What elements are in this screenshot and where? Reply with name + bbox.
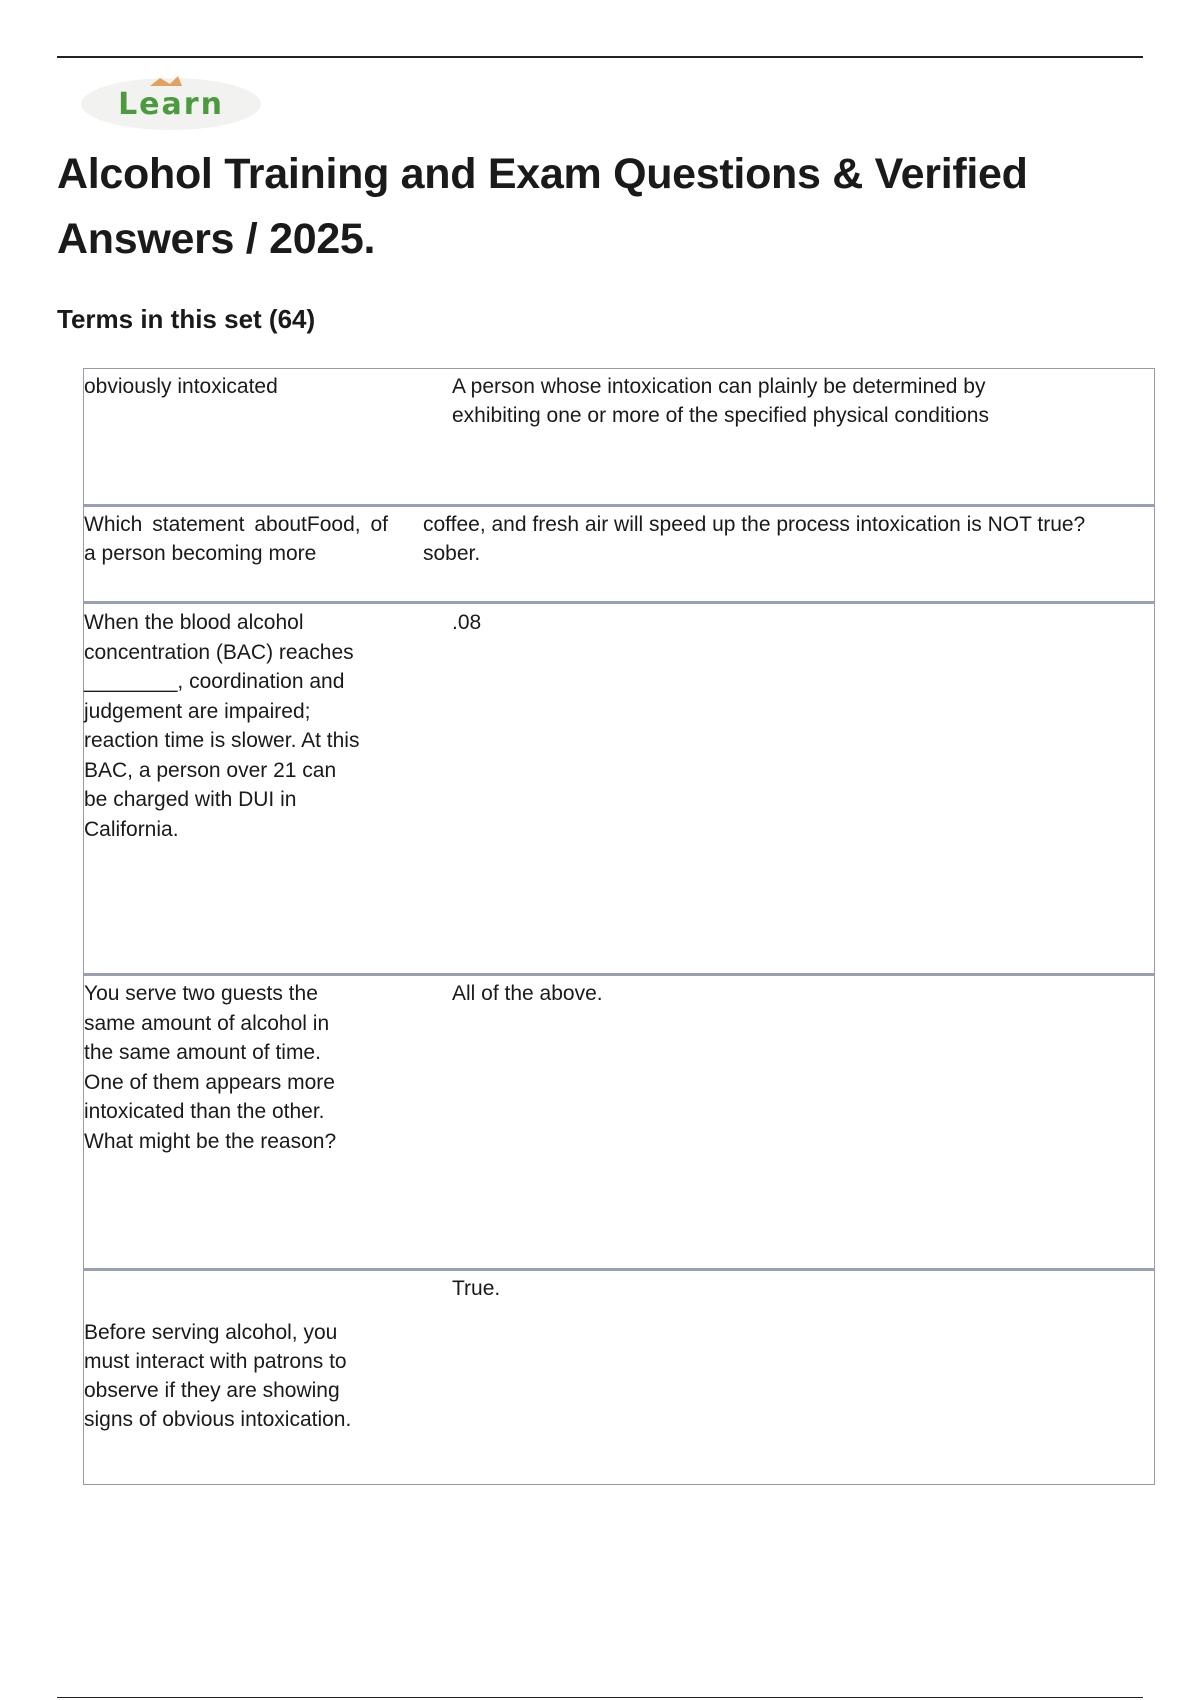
term-row	[84, 1268, 1154, 1484]
title-line-1: Alcohol Training and Exam Questions & Verified	[57, 150, 1028, 198]
term-text: You serve two guests the same amount of alcohol in the same amount of time. One of them appears more intoxicated than the other. What might be the reason?	[84, 982, 337, 1153]
terms-count-heading: Terms in this set (64)	[57, 304, 316, 334]
definition-text: True.	[402, 1271, 1154, 1484]
definition-text: coffee, and fresh air will speed up the process intoxication is NOT true? sober.	[402, 507, 1154, 601]
definition-text: .08	[402, 604, 1154, 973]
document-title	[57, 142, 1057, 272]
term-text: Which statement aboutFood, of a person becoming more	[84, 513, 388, 565]
term-row	[84, 601, 1154, 973]
term-text: When the blood alcohol concentration (BAC) reaches ________, coordination and judgement are impaired; reaction time is slower. At this BAC, a person over 21 can be charged with DUI in California.	[84, 611, 360, 841]
term-row	[84, 973, 1154, 1268]
svg-text:Learn: Learn	[118, 87, 224, 122]
term-row	[84, 504, 1154, 601]
terms-table	[83, 368, 1155, 1485]
term-text: Before serving alcohol, you must interact with patrons to observe if they are showing signs of obvious intoxication.	[84, 1321, 352, 1431]
bottom-rule	[57, 1697, 1143, 1698]
definition-text: All of the above.	[402, 976, 1154, 1268]
term-text: obviously intoxicated	[84, 375, 278, 398]
top-rule	[57, 56, 1143, 58]
learn-logo	[78, 72, 264, 132]
term-row	[84, 369, 1154, 504]
title-line-2: Answers / 2025.	[57, 215, 376, 263]
definition-text: A person whose intoxication can plainly be determined by exhibiting one or more of the specified physical conditions	[402, 369, 1154, 504]
